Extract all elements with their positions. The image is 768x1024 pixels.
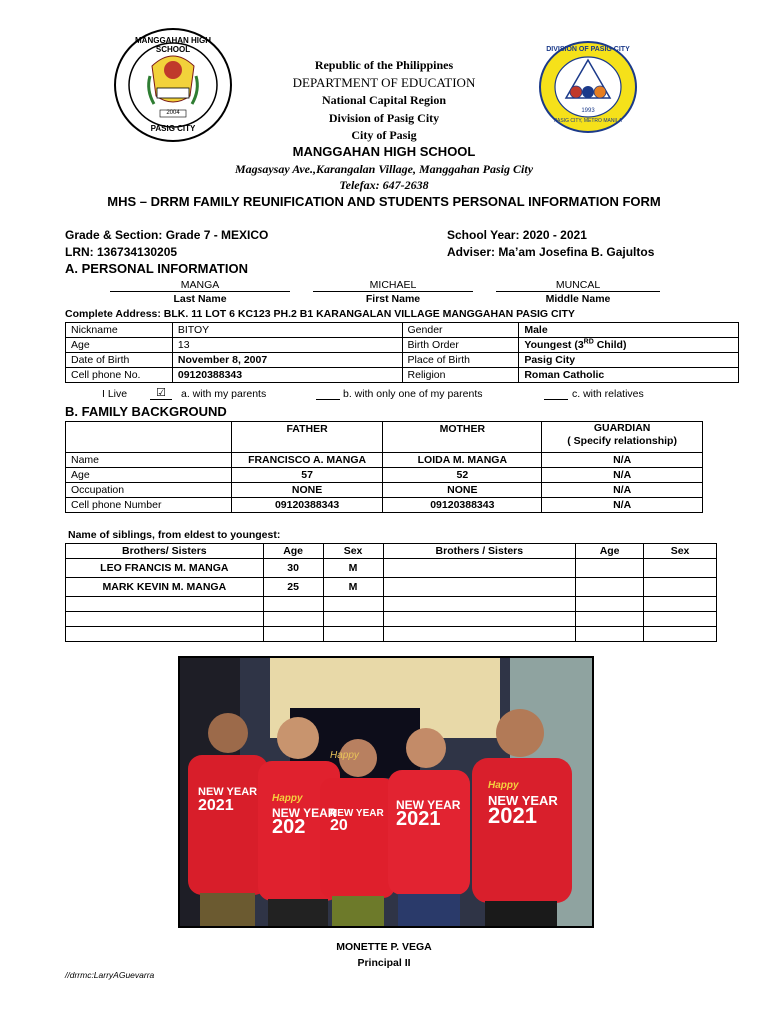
last-name-label: Last Name bbox=[173, 293, 227, 305]
mother-column-header: MOTHER bbox=[383, 422, 542, 453]
family-background-table bbox=[65, 421, 703, 513]
school-name: MANGGAHAN HIGH SCHOOL bbox=[292, 144, 476, 159]
guardian-column-header: GUARDIAN ( Specify relationship) bbox=[542, 422, 703, 453]
table-row bbox=[66, 597, 717, 612]
table-row bbox=[66, 612, 717, 627]
division-logo-bottom-text: PASIG CITY, METRO MANILA bbox=[554, 118, 622, 124]
division-logo-top-text: DIVISION OF PASIG CITY bbox=[546, 46, 630, 53]
guardian-name: N/A bbox=[542, 453, 703, 468]
sibling-name-2 bbox=[383, 578, 576, 597]
shirt-text-2: Happy NEW YEAR 202 bbox=[272, 793, 337, 838]
complete-address: Complete Address: BLK. 11 LOT 6 KC123 PH.2 B1 KARANGALAN VILLAGE MANGGAHAN PASIG CITY bbox=[65, 308, 575, 320]
age-value: 13 bbox=[172, 338, 402, 353]
birth-order-label: Birth Order bbox=[402, 338, 519, 353]
sibling-sex: M bbox=[323, 578, 383, 597]
republic-line: Republic of the Philippines bbox=[314, 58, 454, 72]
mother-occupation: NONE bbox=[383, 483, 542, 498]
division-logo-year: 1993 bbox=[581, 108, 595, 114]
father-name: FRANCISCO A. MANGA bbox=[231, 453, 383, 468]
school-address: Magsaysay Ave.,Karangalan Village, Manggahan Pasig City bbox=[234, 162, 534, 176]
siblings-sex-header: Sex bbox=[323, 544, 383, 559]
school-logo-bottom-text: PASIG CITY bbox=[150, 124, 196, 133]
mother-name: LOIDA M. MANGA bbox=[383, 453, 542, 468]
father-age: 57 bbox=[231, 468, 383, 483]
first-name-value: MICHAEL bbox=[313, 279, 473, 292]
table-row bbox=[66, 498, 703, 513]
shirt-text-5: Happy NEW YEAR 2021 bbox=[488, 780, 558, 828]
sibling-age: 25 bbox=[263, 578, 323, 597]
division-line: Division of Pasig City bbox=[328, 111, 440, 125]
siblings-title: Name of siblings, from eldest to youngest: bbox=[68, 529, 281, 541]
first-name-label: First Name bbox=[365, 293, 421, 305]
guardian-occupation: N/A bbox=[542, 483, 703, 498]
deped-line: DEPARTMENT OF EDUCATION bbox=[292, 75, 476, 90]
birth-order-value: Youngest (3RD Child) bbox=[519, 338, 739, 353]
family-photo bbox=[178, 656, 594, 928]
father-column-header: FATHER bbox=[231, 422, 383, 453]
school-logo-year: 2004 bbox=[166, 110, 180, 116]
table-row bbox=[66, 338, 739, 353]
siblings-table bbox=[65, 543, 717, 642]
banner-text: Happy bbox=[330, 750, 359, 761]
middle-name-value: MUNCAL bbox=[496, 279, 660, 292]
sibling-age: 30 bbox=[263, 559, 323, 578]
table-header-row bbox=[66, 422, 703, 453]
live-option-c-label: c. with relatives bbox=[572, 388, 644, 400]
table-row bbox=[66, 353, 739, 368]
region-line: National Capital Region bbox=[321, 93, 446, 107]
religion-value: Roman Catholic bbox=[519, 368, 739, 383]
sibling-sex-2 bbox=[644, 559, 717, 578]
cellphone-row-label: Cell phone Number bbox=[66, 498, 232, 513]
lrn: LRN: 136734130205 bbox=[65, 245, 178, 259]
principal-title: Principal II bbox=[357, 957, 411, 969]
table-row bbox=[66, 468, 703, 483]
siblings-age-header: Age bbox=[263, 544, 323, 559]
father-occupation: NONE bbox=[231, 483, 383, 498]
pob-value: Pasig City bbox=[519, 353, 739, 368]
live-option-c-checkbox[interactable] bbox=[544, 386, 568, 400]
live-option-b-checkbox[interactable] bbox=[316, 386, 340, 400]
shirt-text-4: NEW YEAR 2021 bbox=[396, 798, 461, 830]
siblings-sex-header-2: Sex bbox=[644, 544, 717, 559]
sibling-name: LEO FRANCIS M. MANGA bbox=[66, 559, 264, 578]
name-label: Name bbox=[66, 453, 232, 468]
shirt-text-3: NEW YEAR 20 bbox=[330, 808, 384, 834]
table-row bbox=[66, 578, 717, 597]
last-name-value: MANGA bbox=[110, 279, 290, 292]
table-row bbox=[66, 559, 717, 578]
table-row bbox=[66, 368, 739, 383]
family-header-blank bbox=[66, 422, 232, 453]
principal-name: MONETTE P. VEGA bbox=[336, 941, 432, 953]
footer-credit: //drrmc:LarryAGuevarra bbox=[65, 970, 155, 980]
age-label: Age bbox=[66, 338, 173, 353]
grade-section: Grade & Section: Grade 7 - MEXICO bbox=[65, 228, 269, 242]
mother-cellphone: 09120388343 bbox=[383, 498, 542, 513]
siblings-name-header-2: Brothers / Sisters bbox=[383, 544, 576, 559]
mother-age: 52 bbox=[383, 468, 542, 483]
cellphone-label: Cell phone No. bbox=[66, 368, 173, 383]
table-header-row bbox=[66, 544, 717, 559]
sibling-age-2 bbox=[576, 578, 644, 597]
live-option-a-label: a. with my parents bbox=[181, 388, 267, 400]
sibling-name-2 bbox=[383, 559, 576, 578]
nickname-value: BITOY bbox=[172, 323, 402, 338]
telefax: Telefax: 647-2638 bbox=[339, 178, 429, 192]
section-b-title: B. FAMILY BACKGROUND bbox=[65, 404, 227, 419]
section-a-title: A. PERSONAL INFORMATION bbox=[65, 261, 248, 276]
nickname-label: Nickname bbox=[66, 323, 173, 338]
table-row bbox=[66, 323, 739, 338]
school-year: School Year: 2020 - 2021 bbox=[447, 228, 587, 242]
personal-info-table bbox=[65, 322, 739, 383]
siblings-name-header: Brothers/ Sisters bbox=[66, 544, 264, 559]
guardian-age: N/A bbox=[542, 468, 703, 483]
live-option-b-label: b. with only one of my parents bbox=[343, 388, 483, 400]
religion-label: Religion bbox=[402, 368, 519, 383]
middle-name-label: Middle Name bbox=[545, 293, 611, 305]
occupation-label: Occupation bbox=[66, 483, 232, 498]
dob-label: Date of Birth bbox=[66, 353, 173, 368]
i-live-label: I Live bbox=[102, 388, 128, 400]
live-option-a-checkbox[interactable]: ☑ bbox=[150, 386, 172, 400]
pob-label: Place of Birth bbox=[402, 353, 519, 368]
city-line: City of Pasig bbox=[351, 128, 417, 142]
table-row bbox=[66, 483, 703, 498]
dob-value: November 8, 2007 bbox=[172, 353, 402, 368]
gender-label: Gender bbox=[402, 323, 519, 338]
adviser: Adviser: Ma’am Josefina B. Gajultos bbox=[447, 245, 655, 259]
shirt-text-1: NEW YEAR 2021 bbox=[198, 786, 258, 814]
form-title: MHS – DRRM FAMILY REUNIFICATION AND STUDENTS PERSONAL INFORMATION FORM bbox=[107, 194, 661, 209]
table-row bbox=[66, 453, 703, 468]
school-logo-top-text: MANGGAHAN HIGH SCHOOL bbox=[135, 36, 211, 54]
sibling-sex: M bbox=[323, 559, 383, 578]
cellphone-value: 09120388343 bbox=[172, 368, 402, 383]
guardian-cellphone: N/A bbox=[542, 498, 703, 513]
sibling-sex-2 bbox=[644, 578, 717, 597]
sibling-name: MARK KEVIN M. MANGA bbox=[66, 578, 264, 597]
sibling-age-2 bbox=[576, 559, 644, 578]
gender-value: Male bbox=[519, 323, 739, 338]
father-cellphone: 09120388343 bbox=[231, 498, 383, 513]
age-row-label: Age bbox=[66, 468, 232, 483]
siblings-age-header-2: Age bbox=[576, 544, 644, 559]
table-row bbox=[66, 627, 717, 642]
